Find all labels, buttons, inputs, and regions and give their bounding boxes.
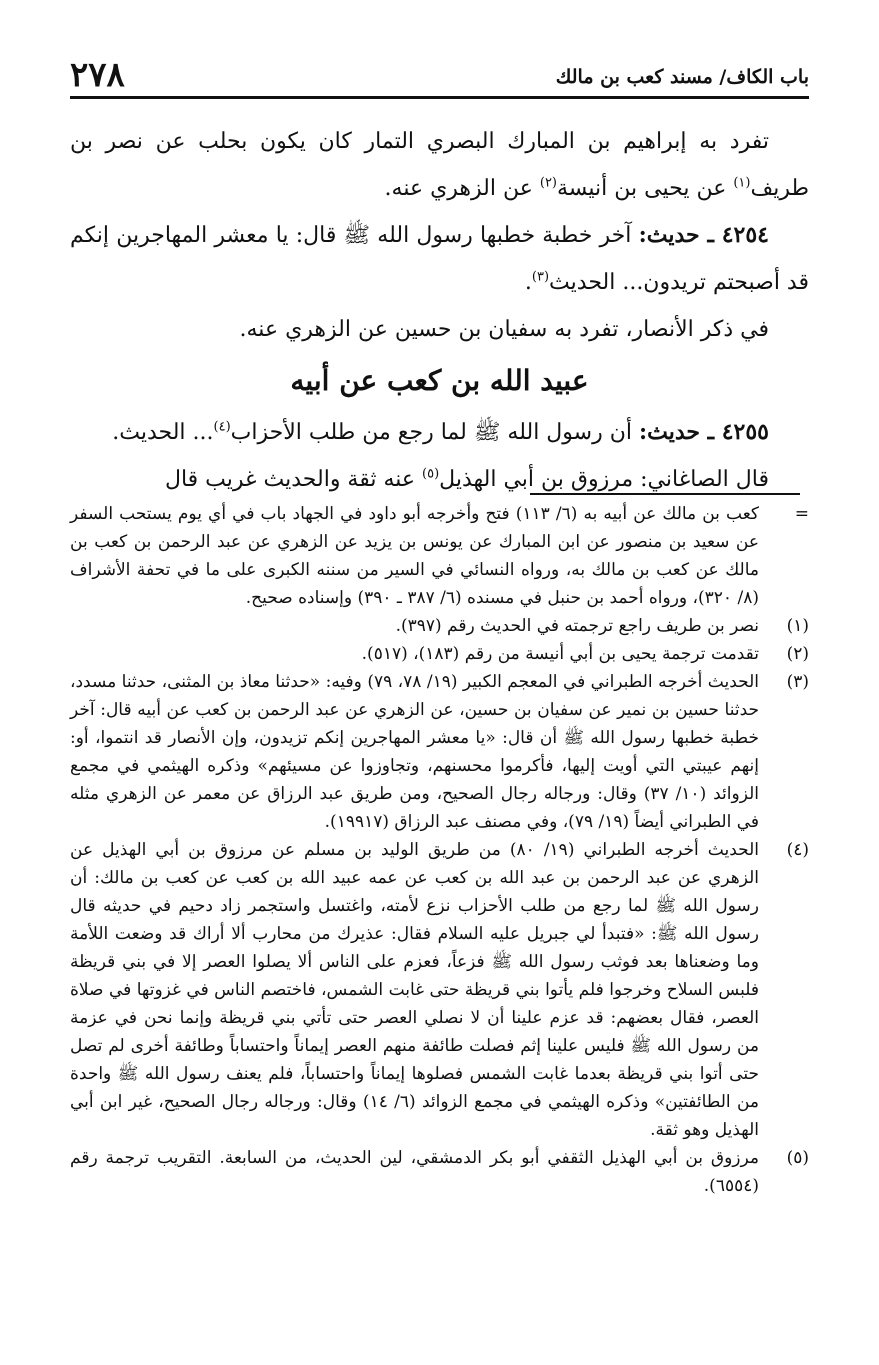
hadith-text: أن رسول الله ﷺ لما رجع من طلب الأحزاب <box>230 420 639 445</box>
page-number: ٢٧٨ <box>70 55 125 95</box>
page-header <box>70 50 809 99</box>
section-heading: عبيد الله بن كعب عن أبيه <box>290 364 589 397</box>
footnotes <box>70 500 809 1200</box>
footnote-ref-1[interactable]: (١) <box>733 175 751 191</box>
footnote-2 <box>70 640 809 668</box>
footnote-5 <box>70 1144 809 1200</box>
hadith-4255: ٤٢٥٥ ـ حديث: أن رسول الله ﷺ لما رجع من طلب الأحزاب$^{(٤)}$... الحديث. <box>112 419 769 445</box>
paragraph-saghani: قال الصاغاني: مرزوق بن أبي الهذيل$^{(٥)}$ عنه ثقة والحديث غريب قال <box>164 466 769 492</box>
hadith-text: آخر خطبة خطبها رسول الله ﷺ قال: يا معشر المهاجرين إنكم قد أصبحتم تريدون... الحديث <box>70 223 809 295</box>
footnote-mark: (٢) <box>786 644 809 664</box>
footnote-continuation <box>70 500 809 612</box>
paragraph-ansar: في ذكر الأنصار، تفرد به سفيان بن حسين عن الزهري عنه. <box>239 317 769 342</box>
footnote-text: مرزوق بن أبي الهذيل الثقفي أبو بكر الدمشقي، لين الحديث، من السابعة. التقريب ترجمة رقم (٦٥٥٤). <box>70 1148 759 1196</box>
footnote-ref-3[interactable]: (٣) <box>531 269 550 285</box>
main-text <box>70 118 809 503</box>
footnote-text: الحديث أخرجه الطبراني في المعجم الكبير (١٩/ ٧٨، ٧٩) وفيه: «حدثنا معاذ بن المثنى، حدثنا مسدد، حدثنا حسين بن نمير عن سفيان بن حسين، عن الزهري عن عبد الرحمن بن كعب عن أبيه قال: آخر خطبة خطبها رسول الله ﷺ أن قال: «يا معشر المهاجرين إنكم تزيدون، وإن الأنصار قد انتموا، أو: إنهم عيبتي التي أويت إليها، فأكرموا محسنهم، وتجاوزوا عن مسيئهم» وذكره الهيثمي في مجمع الزوائد (١٠/ ٣٧) وقال: ورجاله رجال الصحيح، ومن طريق عبد الرزاق عن معمر عن الزهري مثله في الطبراني أيضاً (١٩/ ٧٩)، وفي مصنف عبد الرزاق (١٩٩١٧). <box>70 672 759 832</box>
footnote-3 <box>70 668 809 836</box>
footnote-ref-2[interactable]: (٢) <box>539 175 557 191</box>
footnote-text: الحديث أخرجه الطبراني (١٩/ ٨٠) من طريق الوليد بن مسلم عن مرزوق بن أبي الهذيل عن الزهري عن عبد الرحمن بن عبد الله بن كعب عن عمه عبيد الله بن كعب عن كعب بن مالك: أن رسول الله ﷺ لما رجع من طلب الأحزاب نزع لأمته، واغتسل واستجمر زاد دحيم في حديثه قال رسول الله ﷺ: «فتبدأ لي جبريل عليه السلام فقال: عذيرك من محارب ألا أراك قد وضعت اللأمة وما وضعناها بعد فوثب رسول الله ﷺ فزعاً، فعزم على الناس ألا يصلوا العصر إلا في بني قريظة فلبس السلاح وخرجوا فلم يأتوا بني قريظة حتى غابت الشمس، فاختصم الناس في غزوتها في صلاة العصر، فقال بعضهم: قد عزم علينا أن لا نصلي العصر حتى تأتي بني قريظة وإنما نحن في عزمة من رسول الله ﷺ فليس علينا إثم فصلت طائفة منهم العصر إيماناً واحتساباً وطائفة أخرى لم تصل حتى أتوا بني قريظة بعدما غابت الشمس فصلوها إيماناً واحتساباً، فلم يعنف رسول الله ﷺ واحدة من الطائفتين» وذكره الهيثمي في مجمع الزوائد (٦/ ١٤) وقال: ورجاله رجال الصحيح، غير ابن أبي الهذيل وهو ثقة. <box>70 840 759 1140</box>
footnote-text: كعب بن مالك عن أبيه به (٦/ ١١٣) فتح وأخرجه أبو داود في الجهاد باب في أي يوم يستحب السفر عن سعيد بن منصور عن ابن المبارك عن يونس بن يزيد عن الزهري عن عبد الرحمن بن كعب بن مالك عن كعب بن مالك به، ورواه النسائي في السير من سننه الكبرى على ما في تحفة الأشراف (٨/ ٣٢٠)، ورواه أحمد بن حنبل في مسنده (٦/ ٣٨٧ ـ ٣٩٠) وإسناده صحيح. <box>70 504 759 608</box>
footnote-mark: (٣) <box>786 672 809 692</box>
hadith-number: ٤٢٥٥ <box>721 419 769 445</box>
footnote-divider <box>530 493 800 495</box>
footnote-mark: (١) <box>786 616 809 636</box>
footnote-1 <box>70 612 809 640</box>
hadith-label: ـ حديث: <box>638 419 722 445</box>
footnote-mark: (٥) <box>786 1148 809 1168</box>
hadith-label: ـ حديث: <box>638 222 722 248</box>
footnote-mark: (٤) <box>786 840 809 860</box>
running-title: باب الكاف/ مسند كعب بن مالك <box>555 66 809 88</box>
footnote-text: نصر بن طريف راجع ترجمته في الحديث رقم (٣٩٧). <box>395 616 759 636</box>
paragraph-tafarrud: تفرد به إبراهيم بن المبارك البصري التمار كان يكون بحلب عن نصر بن طريف$^{(١)}$ عن يحيى بن أنيسة$^{(٢)}$ عن الزهري عنه. <box>70 129 809 201</box>
footnote-mark: = <box>794 504 809 524</box>
footnote-4 <box>70 836 809 1144</box>
footnote-text: تقدمت ترجمة يحيى بن أبي أنيسة من رقم (١٨٣)، (٥١٧). <box>361 644 759 664</box>
footnote-ref-4[interactable]: (٤) <box>213 419 231 435</box>
hadith-number: ٤٢٥٤ <box>721 222 769 248</box>
footnote-ref-5[interactable]: (٥) <box>422 466 440 482</box>
hadith-4254: ٤٢٥٤ ـ حديث: آخر خطبة خطبها رسول الله ﷺ قال: يا معشر المهاجرين إنكم قد أصبحتم تريدون... الحديث$^{(٣)}$. <box>70 222 809 295</box>
